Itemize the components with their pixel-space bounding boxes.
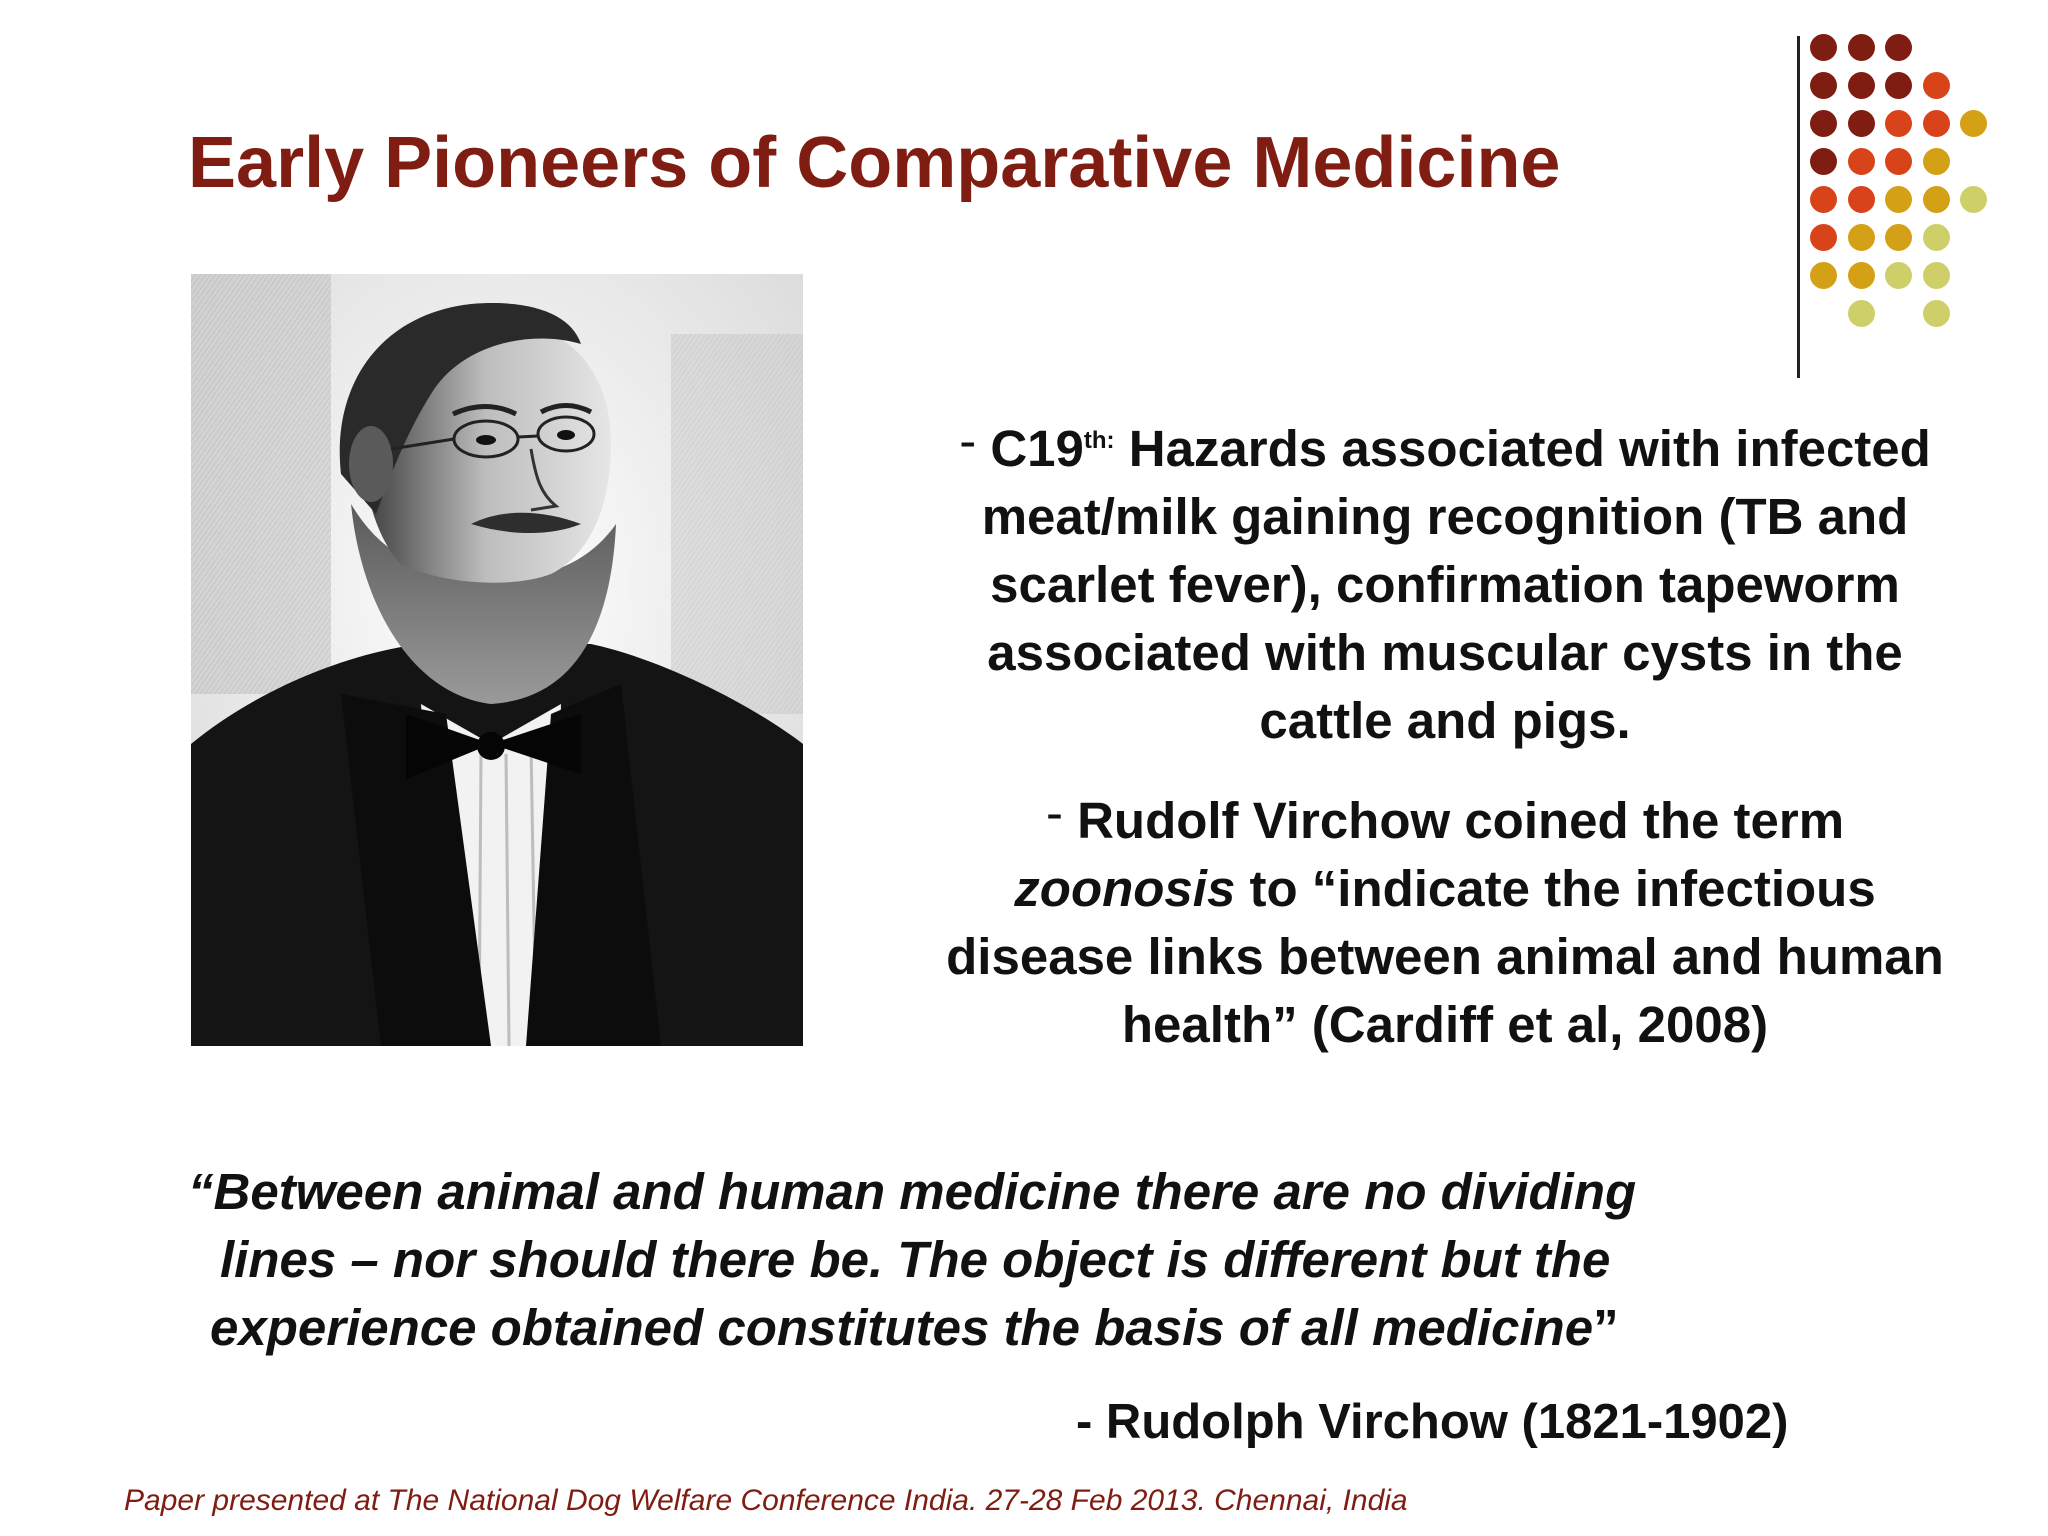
decorative-dot	[1960, 110, 1987, 137]
bullet-dash: -	[1045, 784, 1063, 841]
virchow-quote	[150, 1158, 1870, 1362]
quote-line-2: lines – nor should there be. The object is different but the	[220, 1231, 1611, 1288]
portrait-engraving	[191, 274, 803, 1046]
quote-line-3	[150, 1294, 1870, 1362]
bullet-lead: Rudolf Virchow coined the term	[1062, 792, 1845, 849]
slide-title: Early Pioneers of Comparative Medicine	[188, 123, 1561, 203]
footer-note: Paper presented at The National Dog Welfare Conference India. 27-28 Feb 2013. Chennai, India	[124, 1484, 1408, 1517]
decorative-divider-line	[1797, 36, 1800, 378]
decorative-dot	[1923, 300, 1950, 327]
bullet-superscript: th:	[1083, 427, 1115, 454]
decorative-dot	[1848, 110, 1875, 137]
decorative-dot	[1923, 262, 1950, 289]
bullet-text: Hazards associated with infected meat/milk gaining recognition (TB and scarlet fever), confirmation tapeworm associated with muscular cysts in the cattle and pigs.	[981, 420, 1931, 749]
decorative-dot	[1810, 186, 1837, 213]
decorative-dot	[1848, 148, 1875, 175]
bullet-lead: C19	[990, 420, 1084, 477]
decorative-dot	[1885, 262, 1912, 289]
decorative-dot	[1960, 186, 1987, 213]
decorative-dot	[1923, 224, 1950, 251]
decorative-dot	[1848, 300, 1875, 327]
bullet-item-c19	[935, 412, 1955, 755]
bullet-text: to “indicate the infectious disease links between animal and human health” (Cardiff et al, 2008)	[946, 860, 1944, 1053]
decorative-dot	[1885, 34, 1912, 61]
quote-close-mark: ”	[1593, 1299, 1619, 1356]
decorative-dot	[1923, 110, 1950, 137]
decorative-dot	[1810, 262, 1837, 289]
decorative-dot	[1885, 148, 1912, 175]
decorative-dot	[1848, 224, 1875, 251]
decorative-dot	[1810, 72, 1837, 99]
decorative-dot	[1848, 186, 1875, 213]
decorative-dot	[1923, 72, 1950, 99]
decorative-dot	[1885, 186, 1912, 213]
bullet-dash: -	[959, 412, 977, 469]
quote-line-1: “Between animal and human medicine there are no dividing	[188, 1163, 1637, 1220]
bullet-list	[935, 412, 1955, 1059]
decorative-dot	[1885, 110, 1912, 137]
decorative-dot	[1923, 186, 1950, 213]
portrait-photo	[191, 274, 803, 1046]
decorative-dot	[1810, 148, 1837, 175]
bullet-item-virchow	[935, 784, 1955, 1059]
quote-attribution: - Rudolph Virchow (1821-1902)	[1076, 1395, 1789, 1449]
bullet-italic-term: zoonosis	[1014, 860, 1236, 917]
decorative-dot	[1923, 148, 1950, 175]
decorative-dot	[1810, 34, 1837, 61]
decorative-dot	[1848, 34, 1875, 61]
decorative-dot	[1810, 110, 1837, 137]
quote-line-3-text: experience obtained constitutes the basis of all medicine	[210, 1299, 1594, 1356]
decorative-dot	[1885, 224, 1912, 251]
decorative-dot	[1885, 72, 1912, 99]
decorative-dot	[1848, 262, 1875, 289]
decorative-dot	[1810, 224, 1837, 251]
decorative-dot	[1848, 72, 1875, 99]
